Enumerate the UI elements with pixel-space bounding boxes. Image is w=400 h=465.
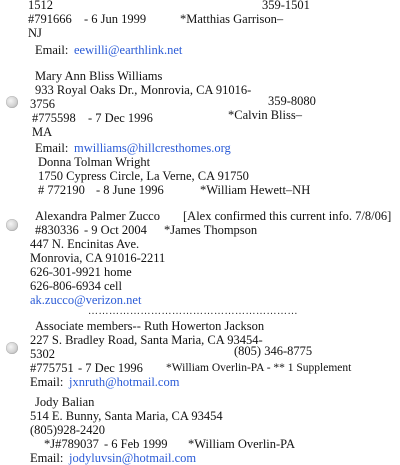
confirmation-note: [Alex confirmed this current info. 7/8/06] [183, 209, 392, 223]
zip-tail: 5302 [30, 347, 55, 361]
cell-phone: 626-806-6934 cell [30, 279, 122, 293]
sponsor: *Matthias Garrison– [180, 12, 284, 26]
join-date: - 7 Dec 1996 [78, 361, 143, 375]
email-label: Email: [30, 451, 64, 465]
member-number: # 772190 [38, 183, 85, 197]
home-phone: 626-301-9921 home [30, 265, 132, 279]
binder-hole-icon [6, 219, 18, 231]
phone: 359-1501 [262, 0, 310, 12]
email-label: Email: [35, 43, 69, 57]
sponsor: *James Thompson [164, 223, 258, 237]
member-number: *J#789037 [44, 437, 99, 451]
member-number: #775598 [32, 111, 76, 125]
member-name: Donna Tolman Wright [38, 155, 151, 169]
address-line-1: 447 N. Encinitas Ave. [30, 237, 140, 251]
binder-hole-icon [6, 96, 18, 108]
separator-line: …………………………………………………… [88, 306, 298, 317]
sponsor: *William Overlin-PA - ** 1 Supplement [166, 362, 352, 374]
member-name: Mary Ann Bliss Williams [35, 69, 163, 83]
sponsor: *William Hewett–NH [200, 183, 311, 197]
phone: 359-8080 [268, 94, 316, 108]
email-label: Email: [35, 141, 69, 155]
join-date: - 6 Jun 1999 [84, 12, 147, 26]
member-number: #775751 [30, 361, 74, 375]
email-link[interactable]: jodyluvsin@hotmail.com [69, 451, 197, 465]
email-label: Email: [30, 375, 64, 389]
zip-tail: 3756 [30, 97, 55, 111]
phone: (805) 346-8775 [234, 344, 313, 358]
sponsor: *Calvin Bliss– [228, 108, 302, 122]
member-number: #830336 [35, 223, 79, 237]
join-date: - 8 June 1996 [96, 183, 164, 197]
join-date: - 6 Feb 1999 [104, 437, 168, 451]
member-name: Jody Balian [35, 395, 95, 409]
member-number: #791666 [28, 12, 72, 26]
address-line-2: Monrovia, CA 91016-2211 [30, 251, 166, 265]
state: MA [32, 125, 53, 139]
member-name: Alexandra Palmer Zucco [35, 209, 160, 223]
state: NJ [28, 26, 42, 40]
sponsor: *William Overlin-PA [188, 437, 296, 451]
email-link[interactable]: jxnruth@hotmail.com [69, 375, 180, 389]
phone: (805)928-2420 [30, 423, 105, 437]
join-date: - 9 Oct 2004 [84, 223, 147, 237]
email-link[interactable]: mwilliams@hillcresthomes.org [74, 141, 231, 155]
address-tail: 1512 [28, 0, 53, 12]
address: 1750 Cypress Circle, La Verne, CA 91750 [38, 169, 249, 183]
binder-hole-icon [6, 342, 18, 354]
join-date: - 7 Dec 1996 [88, 111, 153, 125]
address: 514 E. Bunny, Santa Maria, CA 93454 [30, 409, 223, 423]
email-link[interactable]: ak.zucco@verizon.net [30, 293, 142, 307]
address: 227 S. Bradley Road, Santa Maria, CA 93454- [30, 333, 263, 347]
address: 933 Royal Oaks Dr., Monrovia, CA 91016- [35, 83, 252, 97]
section-heading: Associate members-- Ruth Howerton Jackson [35, 319, 265, 333]
email-link[interactable]: eewilli@earthlink.net [74, 43, 183, 57]
